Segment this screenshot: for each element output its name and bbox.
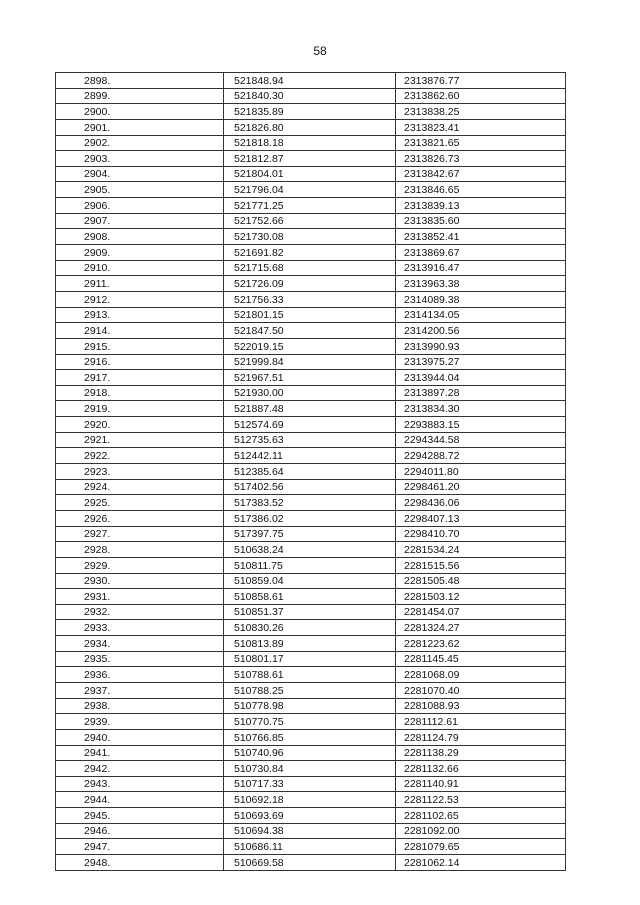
y-coordinate-cell: 2313826.73 (396, 151, 566, 167)
x-coordinate-cell: 510788.25 (224, 682, 396, 698)
x-coordinate-cell: 510686.11 (224, 839, 396, 855)
x-coordinate-cell: 510694.38 (224, 823, 396, 839)
y-coordinate-cell: 2298436.06 (396, 495, 566, 511)
table-row (56, 182, 566, 198)
point-number-cell: 2921. (56, 432, 224, 448)
y-coordinate-cell: 2313975.27 (396, 354, 566, 370)
x-coordinate-cell: 510740.96 (224, 745, 396, 761)
point-number-cell: 2909. (56, 245, 224, 261)
y-coordinate-cell: 2281145.45 (396, 651, 566, 667)
x-coordinate-cell: 517397.75 (224, 526, 396, 542)
x-coordinate-cell: 512385.64 (224, 464, 396, 480)
y-coordinate-cell: 2313842.67 (396, 166, 566, 182)
x-coordinate-cell: 510717.33 (224, 776, 396, 792)
point-number-cell: 2929. (56, 557, 224, 573)
point-number-cell: 2903. (56, 151, 224, 167)
x-coordinate-cell: 512735.63 (224, 432, 396, 448)
y-coordinate-cell: 2313838.25 (396, 104, 566, 120)
y-coordinate-cell: 2313990.93 (396, 338, 566, 354)
table-row (56, 166, 566, 182)
x-coordinate-cell: 521691.82 (224, 245, 396, 261)
point-number-cell: 2915. (56, 338, 224, 354)
table-row (56, 620, 566, 636)
y-coordinate-cell: 2281068.09 (396, 667, 566, 683)
point-number-cell: 2939. (56, 714, 224, 730)
x-coordinate-cell: 510851.37 (224, 604, 396, 620)
x-coordinate-cell: 521847.50 (224, 323, 396, 339)
table-row (56, 401, 566, 417)
y-coordinate-cell: 2294344.58 (396, 432, 566, 448)
table-row (56, 495, 566, 511)
table-row (56, 808, 566, 824)
x-coordinate-cell: 521752.66 (224, 213, 396, 229)
table-row (56, 307, 566, 323)
x-coordinate-cell: 521801.15 (224, 307, 396, 323)
point-number-cell: 2919. (56, 401, 224, 417)
y-coordinate-cell: 2281132.66 (396, 761, 566, 777)
y-coordinate-cell: 2281062.14 (396, 855, 566, 871)
point-number-cell: 2901. (56, 119, 224, 135)
point-number-cell: 2926. (56, 510, 224, 526)
x-coordinate-cell: 510778.98 (224, 698, 396, 714)
y-coordinate-cell: 2314134.05 (396, 307, 566, 323)
x-coordinate-cell: 521730.08 (224, 229, 396, 245)
point-number-cell: 2899. (56, 88, 224, 104)
table-row (56, 151, 566, 167)
point-number-cell: 2933. (56, 620, 224, 636)
y-coordinate-cell: 2313876.77 (396, 73, 566, 89)
point-number-cell: 2948. (56, 855, 224, 871)
point-number-cell: 2943. (56, 776, 224, 792)
y-coordinate-cell: 2281505.48 (396, 573, 566, 589)
point-number-cell: 2900. (56, 104, 224, 120)
table-row (56, 135, 566, 151)
x-coordinate-cell: 510669.58 (224, 855, 396, 871)
y-coordinate-cell: 2281102.65 (396, 808, 566, 824)
x-coordinate-cell: 521818.18 (224, 135, 396, 151)
y-coordinate-cell: 2313897.28 (396, 385, 566, 401)
table-row (56, 573, 566, 589)
point-number-cell: 2932. (56, 604, 224, 620)
y-coordinate-cell: 2281138.29 (396, 745, 566, 761)
table-row (56, 213, 566, 229)
table-row (56, 88, 566, 104)
y-coordinate-cell: 2313916.47 (396, 260, 566, 276)
x-coordinate-cell: 522019.15 (224, 338, 396, 354)
table-row (56, 510, 566, 526)
table-row (56, 464, 566, 480)
table-row (56, 636, 566, 652)
point-number-cell: 2941. (56, 745, 224, 761)
x-coordinate-cell: 510830.26 (224, 620, 396, 636)
y-coordinate-cell: 2281515.56 (396, 557, 566, 573)
x-coordinate-cell: 510638.24 (224, 542, 396, 558)
y-coordinate-cell: 2314089.38 (396, 291, 566, 307)
x-coordinate-cell: 521848.94 (224, 73, 396, 89)
x-coordinate-cell: 521999.84 (224, 354, 396, 370)
y-coordinate-cell: 2298407.13 (396, 510, 566, 526)
x-coordinate-cell: 510813.89 (224, 636, 396, 652)
point-number-cell: 2936. (56, 667, 224, 683)
x-coordinate-cell: 510770.75 (224, 714, 396, 730)
point-number-cell: 2907. (56, 213, 224, 229)
y-coordinate-cell: 2313869.67 (396, 245, 566, 261)
table-row (56, 604, 566, 620)
table-row (56, 370, 566, 386)
point-number-cell: 2947. (56, 839, 224, 855)
y-coordinate-cell: 2313835.60 (396, 213, 566, 229)
x-coordinate-cell: 510693.69 (224, 808, 396, 824)
point-number-cell: 2942. (56, 761, 224, 777)
y-coordinate-cell: 2313944.04 (396, 370, 566, 386)
table-row (56, 714, 566, 730)
point-number-cell: 2937. (56, 682, 224, 698)
x-coordinate-cell: 512574.69 (224, 417, 396, 433)
table-row (56, 667, 566, 683)
point-number-cell: 2934. (56, 636, 224, 652)
point-number-cell: 2914. (56, 323, 224, 339)
table-row (56, 198, 566, 214)
y-coordinate-cell: 2313821.65 (396, 135, 566, 151)
y-coordinate-cell: 2293883.15 (396, 417, 566, 433)
x-coordinate-cell: 510692.18 (224, 792, 396, 808)
x-coordinate-cell: 521796.04 (224, 182, 396, 198)
point-number-cell: 2925. (56, 495, 224, 511)
table-row (56, 839, 566, 855)
point-number-cell: 2920. (56, 417, 224, 433)
x-coordinate-cell: 510858.61 (224, 589, 396, 605)
table-row (56, 104, 566, 120)
x-coordinate-cell: 521771.25 (224, 198, 396, 214)
page-number: 58 (313, 44, 327, 58)
point-number-cell: 2904. (56, 166, 224, 182)
y-coordinate-cell: 2313846.65 (396, 182, 566, 198)
x-coordinate-cell: 512442.11 (224, 448, 396, 464)
point-number-cell: 2911. (56, 276, 224, 292)
table-row (56, 698, 566, 714)
x-coordinate-cell: 517386.02 (224, 510, 396, 526)
point-number-cell: 2930. (56, 573, 224, 589)
y-coordinate-cell: 2281503.12 (396, 589, 566, 605)
point-number-cell: 2913. (56, 307, 224, 323)
x-coordinate-cell: 521930.00 (224, 385, 396, 401)
coordinate-table (55, 72, 566, 871)
y-coordinate-cell: 2313852.41 (396, 229, 566, 245)
table-row (56, 448, 566, 464)
point-number-cell: 2908. (56, 229, 224, 245)
x-coordinate-cell: 510801.17 (224, 651, 396, 667)
x-coordinate-cell: 521826.80 (224, 119, 396, 135)
y-coordinate-cell: 2281324.27 (396, 620, 566, 636)
y-coordinate-cell: 2281140.91 (396, 776, 566, 792)
y-coordinate-cell: 2294288.72 (396, 448, 566, 464)
x-coordinate-cell: 521812.87 (224, 151, 396, 167)
x-coordinate-cell: 521715.68 (224, 260, 396, 276)
table-row (56, 761, 566, 777)
table-row (56, 417, 566, 433)
x-coordinate-cell: 521967.51 (224, 370, 396, 386)
y-coordinate-cell: 2281122.53 (396, 792, 566, 808)
x-coordinate-cell: 510788.61 (224, 667, 396, 683)
y-coordinate-cell: 2313862.60 (396, 88, 566, 104)
y-coordinate-cell: 2281070.40 (396, 682, 566, 698)
table-row (56, 323, 566, 339)
table-row (56, 651, 566, 667)
table-row (56, 682, 566, 698)
point-number-cell: 2931. (56, 589, 224, 605)
point-number-cell: 2923. (56, 464, 224, 480)
table-row (56, 260, 566, 276)
y-coordinate-cell: 2294011.80 (396, 464, 566, 480)
x-coordinate-cell: 510730.84 (224, 761, 396, 777)
x-coordinate-cell: 521726.09 (224, 276, 396, 292)
table-row (56, 557, 566, 573)
table-row (56, 229, 566, 245)
table-row (56, 542, 566, 558)
point-number-cell: 2927. (56, 526, 224, 542)
y-coordinate-cell: 2313823.41 (396, 119, 566, 135)
x-coordinate-cell: 521835.89 (224, 104, 396, 120)
point-number-cell: 2946. (56, 823, 224, 839)
point-number-cell: 2944. (56, 792, 224, 808)
table-row (56, 385, 566, 401)
point-number-cell: 2938. (56, 698, 224, 714)
table-row (56, 73, 566, 89)
point-number-cell: 2916. (56, 354, 224, 370)
table-row (56, 276, 566, 292)
table-row (56, 776, 566, 792)
x-coordinate-cell: 510811.75 (224, 557, 396, 573)
point-number-cell: 2924. (56, 479, 224, 495)
x-coordinate-cell: 510766.85 (224, 729, 396, 745)
point-number-cell: 2898. (56, 73, 224, 89)
y-coordinate-cell: 2314200.56 (396, 323, 566, 339)
point-number-cell: 2928. (56, 542, 224, 558)
table-row (56, 526, 566, 542)
y-coordinate-cell: 2281092.00 (396, 823, 566, 839)
table-row (56, 354, 566, 370)
point-number-cell: 2912. (56, 291, 224, 307)
table-row (56, 338, 566, 354)
x-coordinate-cell: 517402.56 (224, 479, 396, 495)
y-coordinate-cell: 2281534.24 (396, 542, 566, 558)
x-coordinate-cell: 510859.04 (224, 573, 396, 589)
y-coordinate-cell: 2313963.38 (396, 276, 566, 292)
y-coordinate-cell: 2281079.65 (396, 839, 566, 855)
table-row (56, 823, 566, 839)
point-number-cell: 2945. (56, 808, 224, 824)
point-number-cell: 2910. (56, 260, 224, 276)
point-number-cell: 2935. (56, 651, 224, 667)
y-coordinate-cell: 2281112.61 (396, 714, 566, 730)
point-number-cell: 2906. (56, 198, 224, 214)
table-row (56, 792, 566, 808)
point-number-cell: 2940. (56, 729, 224, 745)
y-coordinate-cell: 2281124.79 (396, 729, 566, 745)
y-coordinate-cell: 2313839.13 (396, 198, 566, 214)
table-row (56, 245, 566, 261)
table-row (56, 589, 566, 605)
point-number-cell: 2917. (56, 370, 224, 386)
point-number-cell: 2918. (56, 385, 224, 401)
x-coordinate-cell: 521840.30 (224, 88, 396, 104)
table-row (56, 729, 566, 745)
table-row (56, 291, 566, 307)
point-number-cell: 2902. (56, 135, 224, 151)
coordinate-table-body (56, 73, 566, 871)
x-coordinate-cell: 521887.48 (224, 401, 396, 417)
point-number-cell: 2922. (56, 448, 224, 464)
table-row (56, 745, 566, 761)
y-coordinate-cell: 2298461.20 (396, 479, 566, 495)
table-row (56, 432, 566, 448)
point-number-cell: 2905. (56, 182, 224, 198)
x-coordinate-cell: 521756.33 (224, 291, 396, 307)
x-coordinate-cell: 521804.01 (224, 166, 396, 182)
y-coordinate-cell: 2281454.07 (396, 604, 566, 620)
table-row (56, 855, 566, 871)
table-row (56, 479, 566, 495)
y-coordinate-cell: 2298410.70 (396, 526, 566, 542)
y-coordinate-cell: 2313834.30 (396, 401, 566, 417)
x-coordinate-cell: 517383.52 (224, 495, 396, 511)
y-coordinate-cell: 2281223.62 (396, 636, 566, 652)
table-row (56, 119, 566, 135)
y-coordinate-cell: 2281088.93 (396, 698, 566, 714)
